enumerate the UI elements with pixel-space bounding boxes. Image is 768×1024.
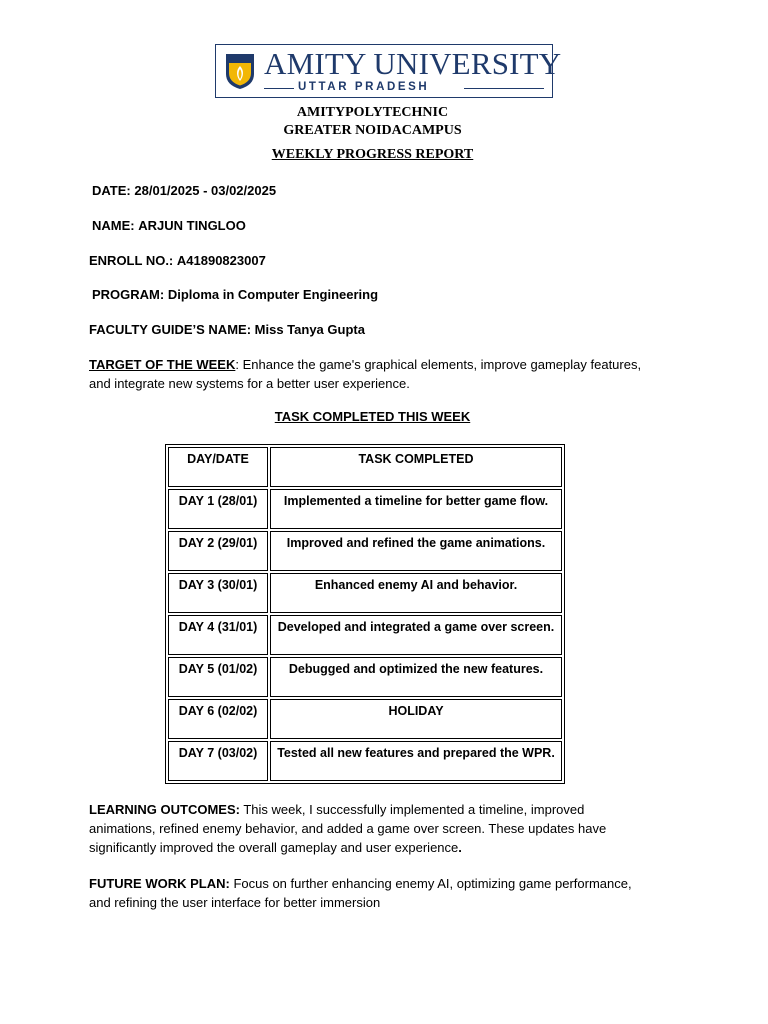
column-header-day: DAY/DATE [168,447,268,487]
program-line [92,285,378,304]
row-task: Tested all new features and prepared the WPR. [270,741,562,781]
target-text: : Enhance the game's graphical elements, improve gameplay features, and integrate new systems for a better user experience. [89,357,642,391]
guide-line [89,320,365,339]
logo-title: AMITY UNIVERSITY [264,46,562,81]
row-day: DAY 3 (30/01) [168,573,268,613]
row-day: DAY 2 (29/01) [168,531,268,571]
row-task: Enhanced enemy AI and behavior. [270,573,562,613]
learning-paragraph [89,800,649,857]
table-row [168,657,562,697]
learning-end: . [458,840,462,855]
task-table [165,444,565,784]
table-header-row [168,447,562,487]
guide-value: Miss Tanya Gupta [254,322,365,337]
logo-rule-right [464,88,544,89]
row-task: Developed and integrated a game over screen. [270,615,562,655]
table-row [168,573,562,613]
column-header-task: TASK COMPLETED [270,447,562,487]
campus-name: GREATER NOIDACAMPUS [283,123,462,138]
date-value: 28/01/2025 - 03/02/2025 [134,183,277,198]
table-row [168,489,562,529]
enroll-value: A41890823007 [176,253,266,268]
report-title: WEEKLY PROGRESS REPORT [271,147,474,162]
future-label: FUTURE WORK PLAN: [89,876,230,891]
row-day: DAY 1 (28/01) [168,489,268,529]
table-row [168,699,562,739]
future-text: Focus on further enhancing enemy AI, optimizing game performance, and refining the user interface for better immersion [89,876,632,910]
learning-label: LEARNING OUTCOMES: [89,802,240,817]
target-paragraph [89,355,649,393]
row-task: Improved and refined the game animations. [270,531,562,571]
date-label: DATE: [92,183,131,198]
table-row [168,615,562,655]
task-heading: TASK COMPLETED THIS WEEK [274,409,471,424]
university-crest-icon [224,52,256,90]
row-task: HOLIDAY [270,699,562,739]
future-paragraph [89,874,649,912]
institution-name: AMITYPOLYTECHNIC [296,105,449,120]
name-value: ARJUN TINGLOO [138,218,246,233]
enroll-label: ENROLL NO.: [89,253,174,268]
name-line [92,216,246,235]
university-logo [215,44,562,98]
enroll-line [89,251,266,270]
row-task: Debugged and optimized the new features. [270,657,562,697]
guide-label: FACULTY GUIDE’S NAME: [89,322,252,337]
row-day: DAY 6 (02/02) [168,699,268,739]
logo-rule-left [264,88,294,89]
table-row [168,741,562,781]
program-label: PROGRAM: [92,287,165,302]
name-label: NAME: [92,218,135,233]
row-day: DAY 7 (03/02) [168,741,268,781]
table-row [168,531,562,571]
row-day: DAY 4 (31/01) [168,615,268,655]
date-line [92,181,276,200]
row-day: DAY 5 (01/02) [168,657,268,697]
target-label: TARGET OF THE WEEK [89,357,236,372]
program-value: Diploma in Computer Engineering [167,287,379,302]
logo-subtitle: UTTAR PRADESH [298,81,430,93]
learning-text: This week, I successfully implemented a timeline, improved animations, refined enemy behavior, and added a game over screen. These updates have significantly improved the overall gameplay and user experience [89,802,607,855]
row-task: Implemented a timeline for better game flow. [270,489,562,529]
